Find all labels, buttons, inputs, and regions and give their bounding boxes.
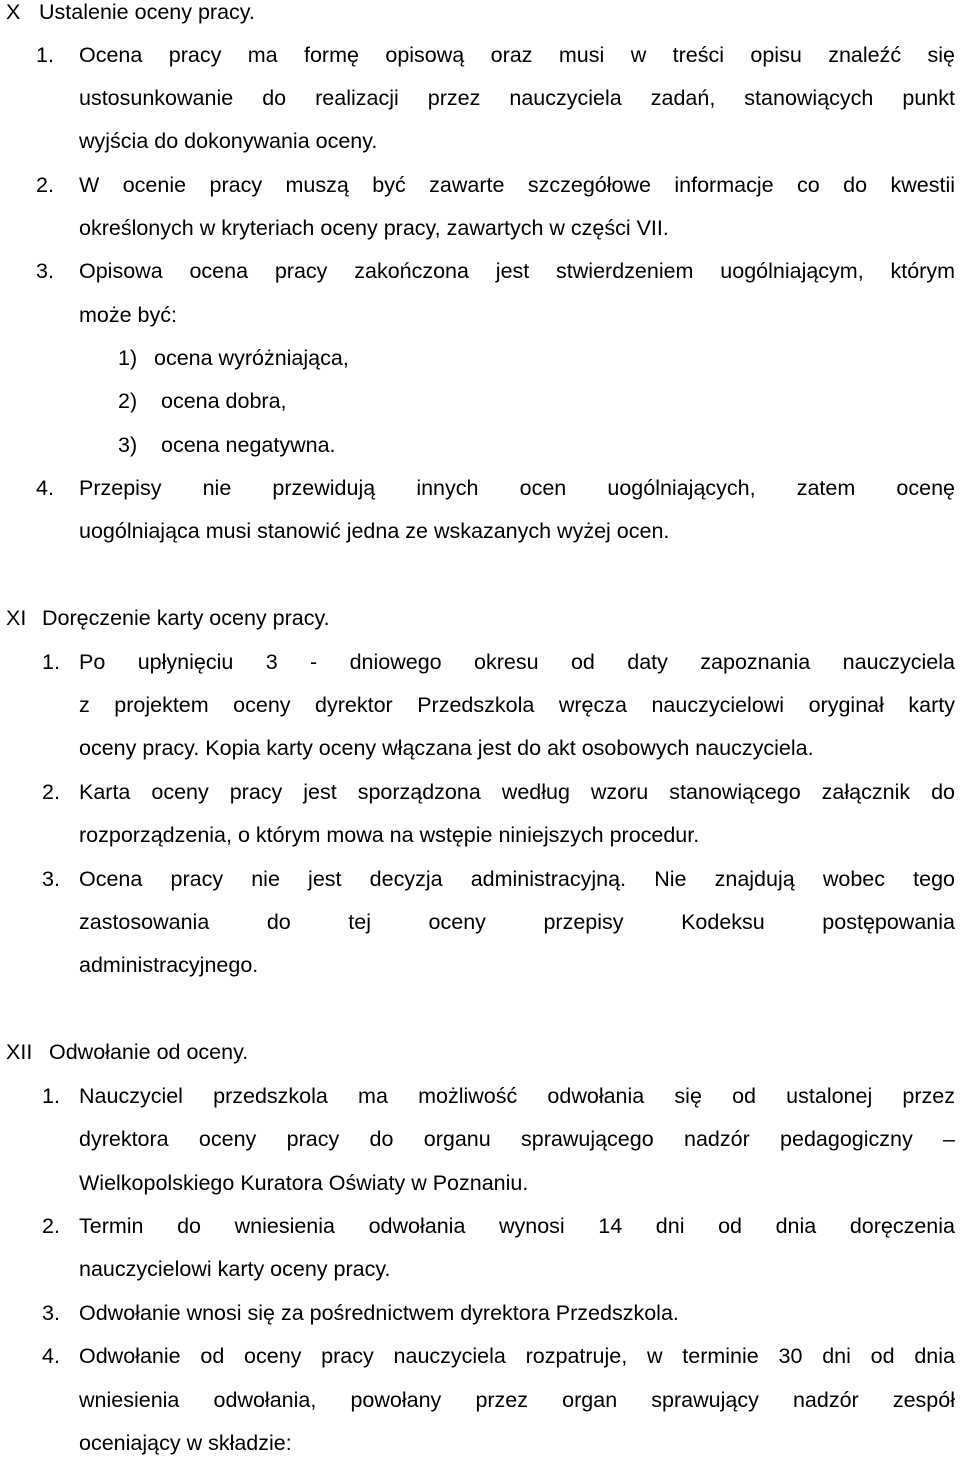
item-number: 3. <box>42 1301 60 1325</box>
item-number: 2. <box>42 1214 60 1238</box>
item-text-line: Przepisy nie przewidują innych ocen uogólniających, zatem ocenę <box>79 476 955 500</box>
item-text-line: Po upłynięciu 3 - dniowego okresu od daty zapoznania nauczyciela <box>79 650 955 674</box>
item-text-line: może być: <box>79 303 177 327</box>
item-text-line: z projektem oceny dyrektor Przedszkola wręcza nauczycielowi oryginał karty <box>79 693 955 717</box>
section-title: Doręczenie karty oceny pracy. <box>42 606 330 630</box>
subitem-text: ocena negatywna. <box>161 433 336 457</box>
item-text-line: administracyjnego. <box>79 953 259 977</box>
item-text-line: Odwołanie wnosi się za pośrednictwem dyrektora Przedszkola. <box>79 1301 679 1325</box>
item-text-line: zastosowania do tej oceny przepisy Kodeksu postępowania <box>79 910 955 934</box>
item-text-line: nauczycielowi karty oceny pracy. <box>79 1257 391 1281</box>
item-text-line: oceniający w składzie: <box>79 1431 292 1455</box>
item-number: 1. <box>42 1084 60 1108</box>
item-number: 4. <box>36 476 54 500</box>
item-text-line: Karta oceny pracy jest sporządzona według wzoru stanowiącego załącznik do <box>79 780 955 804</box>
item-text-line: Nauczyciel przedszkola ma możliwość odwołania się od ustalonej przez <box>79 1084 955 1108</box>
item-text-line: Odwołanie od oceny pracy nauczyciela rozpatruje, w terminie 30 dni od dnia <box>79 1344 955 1368</box>
section-title: Ustalenie oceny pracy. <box>39 0 255 24</box>
item-number: 2. <box>42 780 60 804</box>
subitem-number: 1) <box>118 346 138 370</box>
subitem-number: 2) <box>118 389 138 413</box>
item-number: 1. <box>42 650 60 674</box>
section-number: XII <box>6 1040 33 1064</box>
item-number: 1. <box>36 43 54 67</box>
item-text-line: uogólniająca musi stanowić jedna ze wskazanych wyżej ocen. <box>79 519 670 543</box>
item-text-line: oceny pracy. Kopia karty oceny włączana jest do akt osobowych nauczyciela. <box>79 736 814 760</box>
item-text-line: W ocenie pracy muszą być zawarte szczegółowe informacje co do kwestii <box>79 173 955 197</box>
item-text-line: wyjścia do dokonywania oceny. <box>79 129 378 153</box>
item-text-line: Ocena pracy nie jest decyzja administracyjną. Nie znajdują wobec tego <box>79 867 955 891</box>
subitem-text: ocena wyróżniająca, <box>154 346 349 370</box>
subitem-number: 3) <box>118 433 138 457</box>
item-text-line: rozporządzenia, o którym mowa na wstępie niniejszych procedur. <box>79 823 700 847</box>
item-text-line: wniesienia odwołania, powołany przez organ sprawujący nadzór zespół <box>79 1388 955 1412</box>
item-text-line: Ocena pracy ma formę opisową oraz musi w treści opisu znaleźć się <box>79 43 955 67</box>
item-text-line: Wielkopolskiego Kuratora Oświaty w Poznaniu. <box>79 1171 529 1195</box>
section-number: XI <box>6 606 27 630</box>
item-text-line: Termin do wniesienia odwołania wynosi 14 dni od dnia doręczenia <box>79 1214 955 1238</box>
item-number: 3. <box>42 867 60 891</box>
item-number: 4. <box>42 1344 60 1368</box>
item-text-line: Opisowa ocena pracy zakończona jest stwierdzeniem uogólniającym, którym <box>79 259 955 283</box>
item-text-line: określonych w kryteriach oceny pracy, zawartych w części VII. <box>79 216 669 240</box>
item-text-line: ustosunkowanie do realizacji przez nauczyciela zadań, stanowiących punkt <box>79 86 955 110</box>
item-number: 2. <box>36 173 54 197</box>
section-title: Odwołanie od oceny. <box>49 1040 249 1064</box>
subitem-text: ocena dobra, <box>161 389 287 413</box>
section-number: X <box>6 0 21 24</box>
item-text-line: dyrektora oceny pracy do organu sprawującego nadzór pedagogiczny – <box>79 1127 955 1151</box>
item-number: 3. <box>36 259 54 283</box>
